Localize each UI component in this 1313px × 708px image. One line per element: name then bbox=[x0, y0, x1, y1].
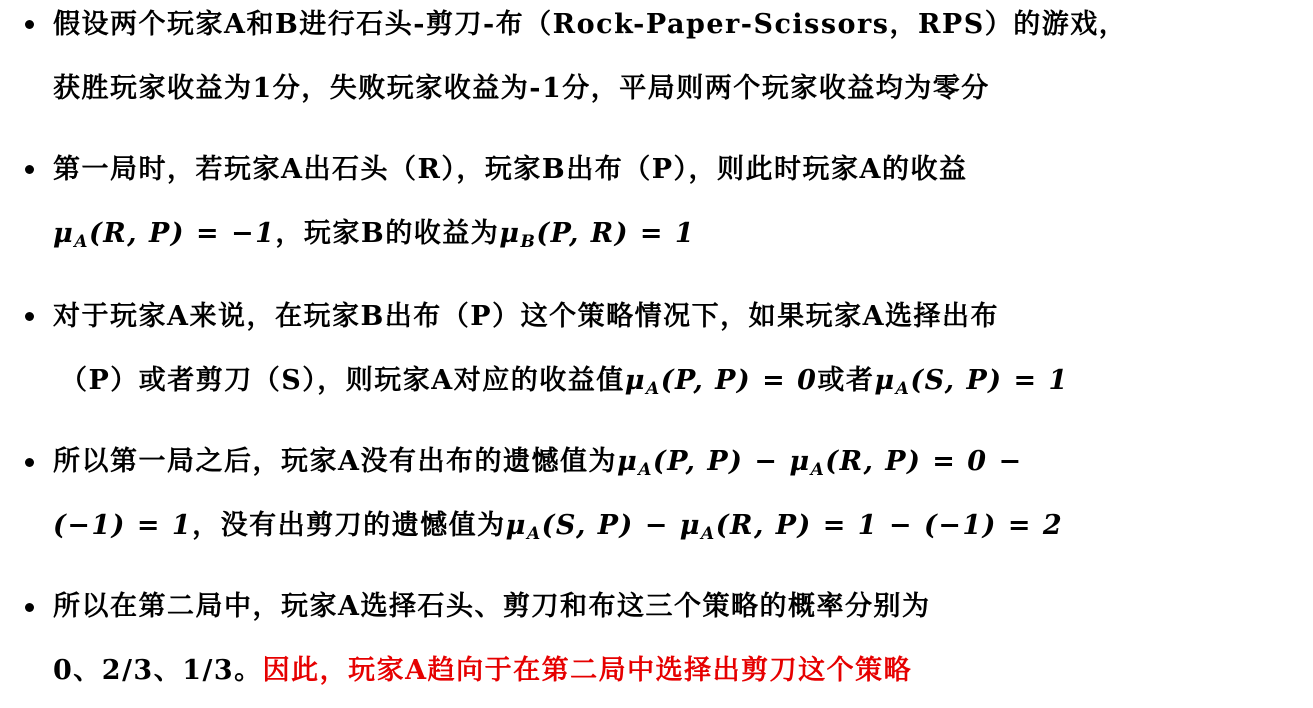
bullet-1-line-1: 假设两个玩家A和B进行石头-剪刀-布（Rock-Paper-Scissors，RPS）的游戏， bbox=[53, 9, 1128, 40]
bullet-dot bbox=[25, 458, 34, 467]
text-segment: ，没有出剪刀的遗憾值为 bbox=[192, 510, 506, 541]
formula: (R, P) = −1 bbox=[88, 218, 276, 249]
mu-symbol: μ bbox=[624, 365, 647, 396]
text-segment: （P）或者剪刀（S），则玩家A对应的收益值 bbox=[60, 365, 625, 396]
text-segment: 所以第一局之后，玩家A没有出布的遗憾值为 bbox=[53, 446, 617, 477]
formula: (S, P) = 1 bbox=[910, 365, 1069, 396]
subscript: A bbox=[810, 460, 826, 480]
subscript: A bbox=[526, 524, 542, 544]
bullet-3-line-1: 对于玩家A来说，在玩家B出布（P）这个策略情况下，如果玩家A选择出布 bbox=[53, 301, 1000, 332]
subscript: B bbox=[520, 232, 537, 252]
bullet-2-line-2 bbox=[53, 217, 695, 259]
bullet-dot bbox=[25, 165, 34, 174]
mu-symbol: μ bbox=[53, 218, 75, 249]
subscript: A bbox=[646, 379, 661, 399]
mu-symbol: μ bbox=[679, 510, 702, 541]
formula: (R, P) = 0 − bbox=[825, 446, 1023, 477]
formula: (−1) = 1 bbox=[53, 510, 193, 541]
text-segment: 0、2/3、1/3。 bbox=[53, 655, 263, 686]
mu-symbol: μ bbox=[616, 446, 639, 477]
mu-symbol: μ bbox=[499, 218, 521, 249]
text-segment: ，玩家B的收益为 bbox=[275, 218, 500, 249]
bullet-3-line-2 bbox=[60, 364, 1069, 406]
bullet-dot bbox=[25, 312, 34, 321]
bullet-5-line-2 bbox=[53, 654, 912, 688]
formula: (P, P) = 0 bbox=[660, 365, 818, 396]
bullet-2-line-1: 第一局时，若玩家A出石头（R），玩家B出布（P），则此时玩家A的收益 bbox=[53, 154, 968, 185]
bullet-4-line-1 bbox=[53, 445, 1023, 487]
bullet-dot bbox=[25, 20, 34, 29]
subscript: A bbox=[638, 460, 653, 480]
formula: (R, P) = 1 − (−1) = 2 bbox=[715, 510, 1064, 541]
bullet-dot bbox=[25, 603, 34, 612]
subscript: A bbox=[701, 524, 716, 544]
bullet-5-line-1: 所以在第二局中，玩家A选择石头、剪刀和布这三个策略的概率分别为 bbox=[53, 591, 931, 622]
mu-symbol: μ bbox=[505, 510, 527, 541]
conclusion-highlight: 因此，玩家A趋向于在第二局中选择出剪刀这个策略 bbox=[262, 655, 913, 686]
formula: (S, P) − bbox=[541, 510, 680, 541]
mu-symbol: μ bbox=[789, 446, 811, 477]
subscript: A bbox=[74, 232, 89, 252]
bullet-4-line-2 bbox=[53, 509, 1063, 551]
formula: (P, R) = 1 bbox=[536, 218, 696, 249]
text-segment: 或者 bbox=[817, 365, 875, 396]
formula: (P, P) − bbox=[652, 446, 790, 477]
bullet-1-line-2: 获胜玩家收益为1分，失败玩家收益为-1分，平局则两个玩家收益均为零分 bbox=[53, 73, 990, 104]
mu-symbol: μ bbox=[874, 365, 896, 396]
subscript: A bbox=[895, 379, 911, 399]
